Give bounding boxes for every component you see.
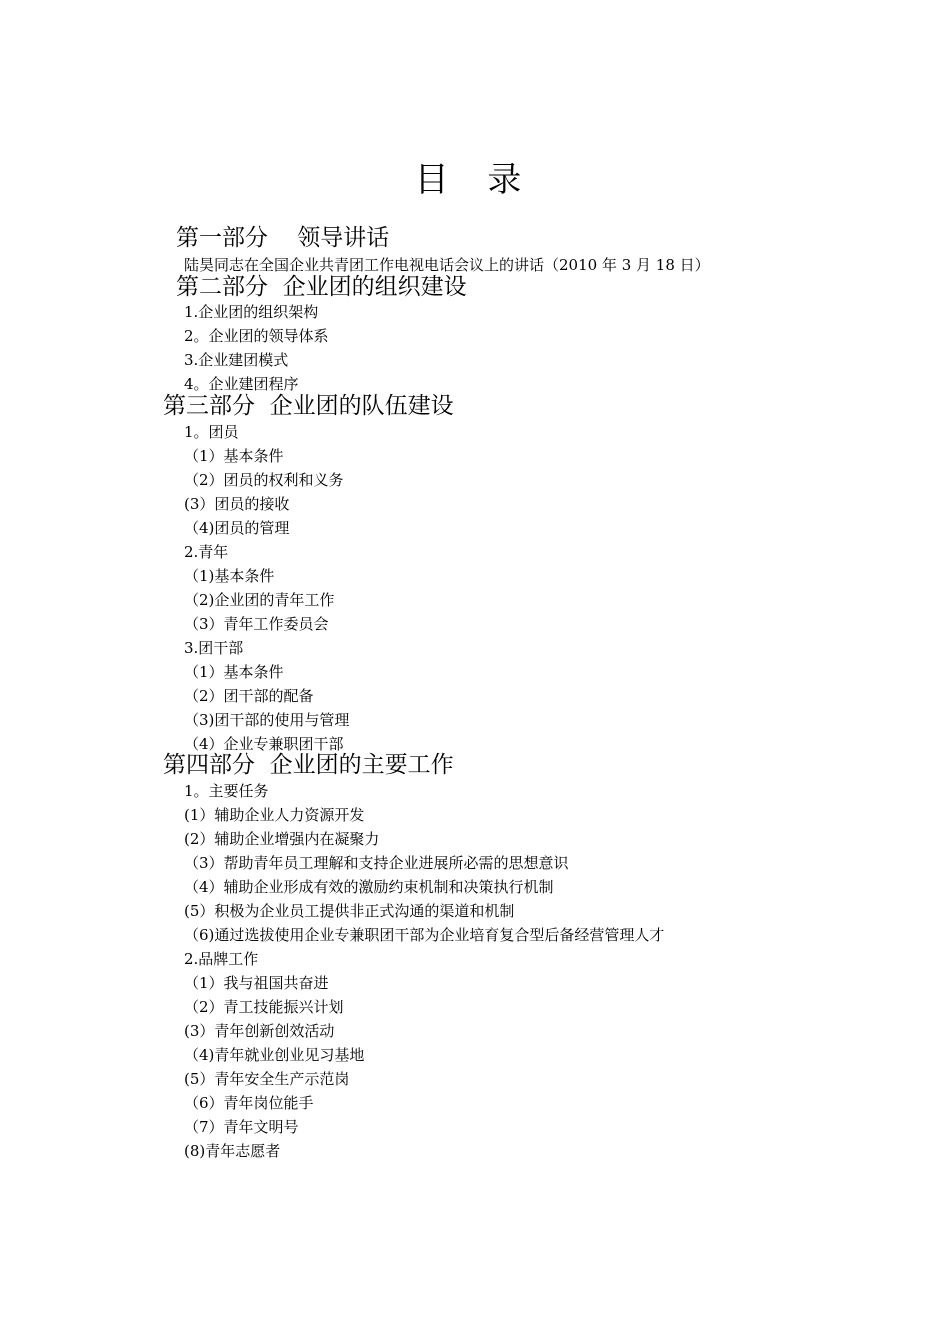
toc-item: (2）辅助企业增强内在凝聚力	[184, 830, 380, 848]
toc-item: 1。团员	[184, 423, 239, 441]
toc-item: 1。主要任务	[184, 782, 269, 800]
toc-item: (8)青年志愿者	[184, 1142, 281, 1160]
toc-item: 2。企业团的领导体系	[184, 327, 329, 345]
toc-item: 1.企业团的组织架构	[184, 303, 319, 321]
toc-item: （1）基本条件	[184, 663, 284, 681]
toc-item: （3）青年工作委员会	[184, 615, 329, 633]
toc-item: 陆昊同志在全国企业共青团工作电视电话会议上的讲话（2010 年 3 月 18 日）	[184, 256, 710, 274]
toc-item: 4。企业建团程序	[184, 375, 299, 393]
toc-item: （2）团干部的配备	[184, 687, 314, 705]
toc-item: （3）帮助青年员工理解和支持企业进展所必需的思想意识	[184, 854, 569, 872]
toc-item: （1)基本条件	[184, 567, 275, 585]
toc-item: 2.青年	[184, 543, 229, 561]
toc-item: (5）青年安全生产示范岗	[184, 1070, 350, 1088]
toc-item: （1）我与祖国共奋进	[184, 974, 329, 992]
toc-item: (1）辅助企业人力资源开发	[184, 806, 365, 824]
toc-item: （4)青年就业创业见习基地	[184, 1046, 365, 1064]
toc-item: （4）企业专兼职团干部	[184, 735, 344, 753]
part1-heading: 第一部分 领导讲话	[176, 225, 390, 251]
toc-item: （2)企业团的青年工作	[184, 591, 335, 609]
toc-item: （3)团干部的使用与管理	[184, 711, 350, 729]
toc-item: （1）基本条件	[184, 447, 284, 465]
toc-item: （7）青年文明号	[184, 1118, 299, 1136]
toc-item: (3）青年创新创效活动	[184, 1022, 335, 1040]
toc-item: (3）团员的接收	[184, 495, 290, 513]
toc-item: （2）青工技能振兴计划	[184, 998, 344, 1016]
toc-item: 2.品牌工作	[184, 950, 259, 968]
toc-item: （2）团员的权利和义务	[184, 471, 344, 489]
part4-heading: 第四部分 企业团的主要工作	[163, 752, 454, 778]
toc-item: (5）积极为企业员工提供非正式沟通的渠道和机制	[184, 902, 515, 920]
toc-item: （6）青年岗位能手	[184, 1094, 314, 1112]
page-title: 目 录	[414, 160, 536, 200]
toc-item: （4）辅助企业形成有效的激励约束机制和决策执行机制	[184, 878, 554, 896]
toc-item: （4)团员的管理	[184, 519, 290, 537]
toc-item: 3.团干部	[184, 639, 244, 657]
toc-item: （6)通过选拔使用企业专兼职团干部为企业培育复合型后备经营管理人才	[184, 926, 665, 944]
toc-item: 3.企业建团模式	[184, 351, 289, 369]
part2-heading: 第二部分 企业团的组织建设	[176, 274, 467, 300]
part3-heading: 第三部分 企业团的队伍建设	[163, 393, 454, 419]
